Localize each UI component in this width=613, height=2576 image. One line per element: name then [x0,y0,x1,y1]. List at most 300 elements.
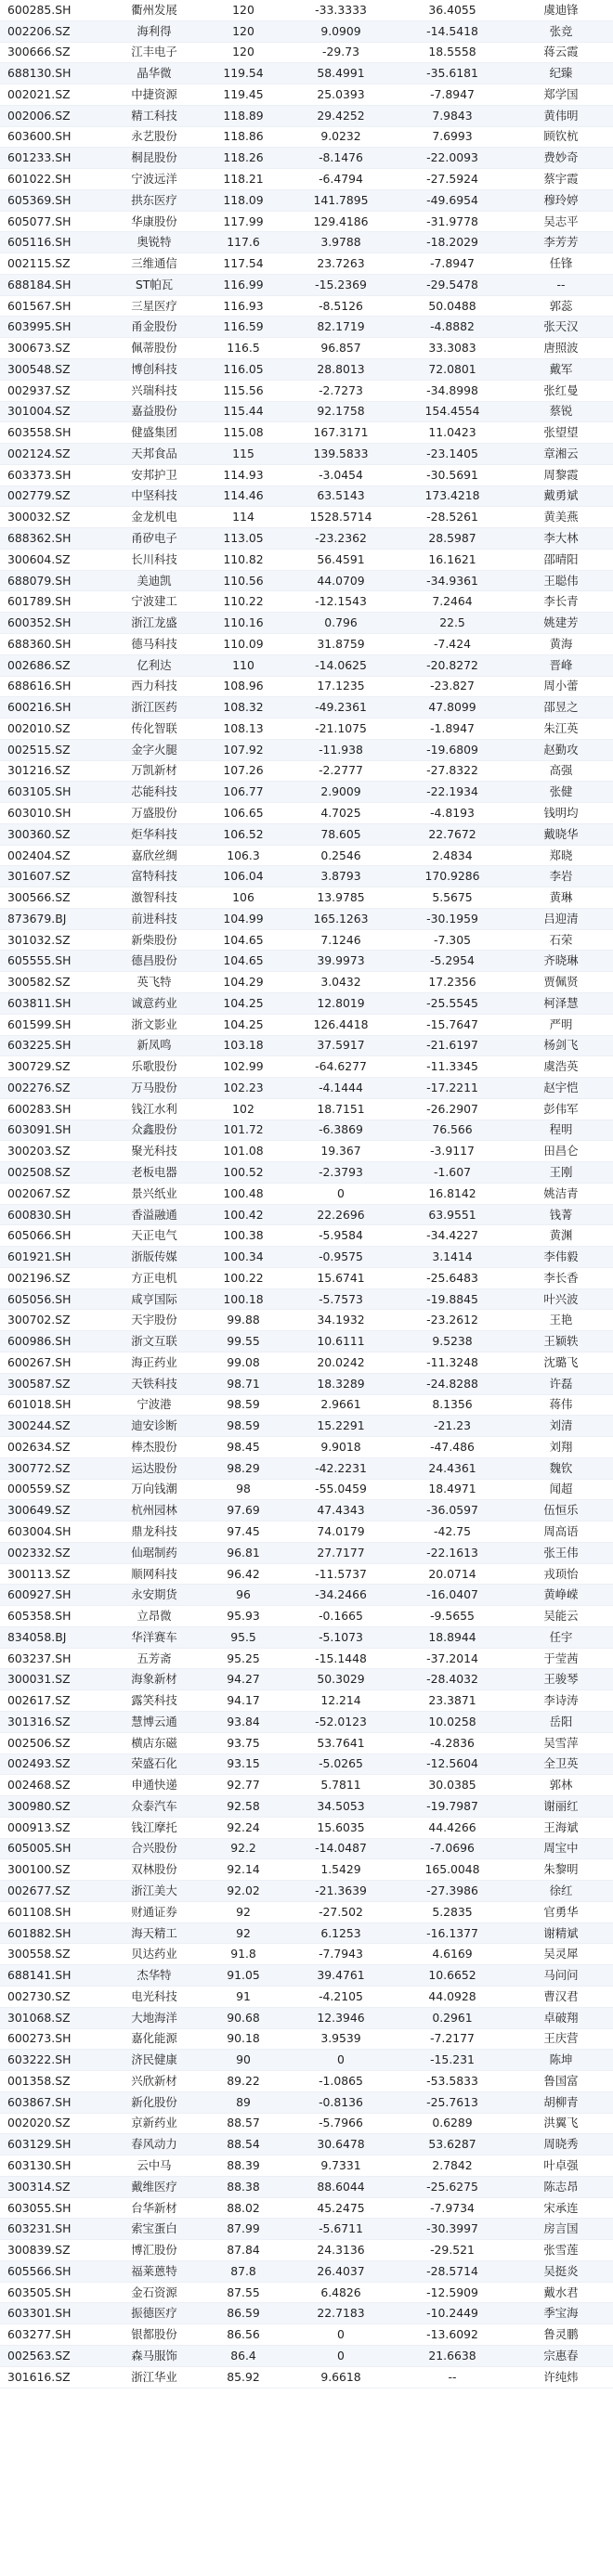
change-pct-2-cell: 63.9551 [396,1204,509,1225]
stock-name-cell: 永艺股份 [108,126,201,148]
manager-name-cell: 吴灵犀 [509,1944,613,1965]
change-pct-2-cell: -28.4032 [396,1669,509,1690]
stock-code-cell: 002563.SZ [0,2345,108,2366]
manager-name-cell: 蒋云霞 [509,42,613,63]
change-pct-2-cell: -14.5418 [396,20,509,42]
table-row [0,444,613,465]
stock-code-cell: 002779.SZ [0,485,108,507]
stock-code-cell: 601921.SH [0,1247,108,1268]
stock-name-cell: 仙琚制药 [108,1542,201,1563]
table-row [0,1901,613,1922]
stock-code-cell: 600927.SH [0,1585,108,1606]
change-pct-2-cell: -24.8288 [396,1373,509,1394]
manager-name-cell: 戴勇斌 [509,485,613,507]
stock-code-cell: 300558.SZ [0,1944,108,1965]
change-pct-1-cell: 6.1253 [286,1922,396,1944]
manager-name-cell: 谢精斌 [509,1922,613,1944]
price-cell: 108.13 [201,718,286,740]
price-cell: 120 [201,20,286,42]
price-cell: 88.57 [201,2113,286,2134]
change-pct-1-cell: 5.7811 [286,1775,396,1796]
price-cell: 106.3 [201,845,286,866]
manager-name-cell: 齐晓琳 [509,951,613,972]
stock-code-cell: 002493.SZ [0,1754,108,1775]
manager-name-cell: 郭蕊 [509,295,613,317]
change-pct-1-cell: 126.4418 [286,1014,396,1035]
change-pct-1-cell: -1.0865 [286,2071,396,2092]
price-cell: 110.16 [201,613,286,634]
change-pct-2-cell: -23.2612 [396,1310,509,1331]
stock-name-cell: 安邦护卫 [108,464,201,485]
stock-code-cell: 688362.SH [0,528,108,550]
price-cell: 98.59 [201,1416,286,1437]
change-pct-2-cell: 10.0258 [396,1712,509,1733]
change-pct-2-cell: 0.2961 [396,2007,509,2028]
stock-name-cell: 慧博云通 [108,1712,201,1733]
table-row [0,189,613,211]
change-pct-2-cell: 22.5 [396,613,509,634]
stock-name-cell: 新柴股份 [108,929,201,951]
price-cell: 95.93 [201,1606,286,1627]
price-cell: 118.89 [201,105,286,126]
table-row [0,1648,613,1669]
stock-name-cell: 申通快递 [108,1775,201,1796]
price-cell: 107.26 [201,760,286,782]
stock-code-cell: 002506.SZ [0,1732,108,1754]
price-cell: 90.68 [201,2007,286,2028]
stock-code-cell: 873679.BJ [0,908,108,929]
change-pct-2-cell: -53.5833 [396,2071,509,2092]
stock-code-cell: 000559.SZ [0,1479,108,1500]
stock-code-cell: 600986.SH [0,1331,108,1353]
manager-name-cell: 赵勤攻 [509,739,613,760]
manager-name-cell: 房言国 [509,2219,613,2240]
price-cell: 110.09 [201,633,286,654]
table-row [0,1965,613,1987]
stock-name-cell: 天正电气 [108,1225,201,1247]
manager-name-cell: 全卫英 [509,1754,613,1775]
stock-code-cell: 601022.SH [0,169,108,190]
change-pct-1-cell: 22.7183 [286,2303,396,2324]
change-pct-2-cell: 5.2835 [396,1901,509,1922]
change-pct-2-cell: -28.5714 [396,2260,509,2282]
manager-name-cell: 王聪伟 [509,570,613,591]
table-row [0,1585,613,1606]
change-pct-1-cell: 9.0909 [286,20,396,42]
table-row [0,359,613,381]
stock-code-cell: 688616.SH [0,676,108,697]
table-row [0,2260,613,2282]
price-cell: 116.99 [201,274,286,295]
stock-code-cell: 301068.SZ [0,2007,108,2028]
manager-name-cell: 岳阳 [509,1712,613,1733]
change-pct-1-cell: -2.3793 [286,1162,396,1184]
change-pct-1-cell: 6.4826 [286,2282,396,2303]
stock-name-cell: 浙江龙盛 [108,613,201,634]
change-pct-2-cell: 2.4834 [396,845,509,866]
change-pct-1-cell: 3.0432 [286,972,396,993]
manager-name-cell: 吴能云 [509,1606,613,1627]
manager-name-cell: 李诗涛 [509,1690,613,1712]
change-pct-2-cell: -21.6197 [396,1035,509,1056]
price-cell: 104.99 [201,908,286,929]
table-row [0,0,613,20]
stock-name-cell: 济民健康 [108,2050,201,2071]
change-pct-1-cell: 19.367 [286,1141,396,1162]
price-cell: 93.15 [201,1754,286,1775]
price-cell: 89 [201,2091,286,2113]
stock-name-cell: 佩蒂股份 [108,338,201,359]
change-pct-1-cell: 12.3946 [286,2007,396,2028]
change-pct-1-cell: 3.8793 [286,866,396,887]
stock-name-cell: 横店东磁 [108,1732,201,1754]
table-row [0,613,613,634]
change-pct-1-cell: 25.0393 [286,84,396,106]
price-cell: 101.08 [201,1141,286,1162]
change-pct-1-cell: 0 [286,2050,396,2071]
change-pct-1-cell: 18.3289 [286,1373,396,1394]
table-row [0,507,613,528]
stock-name-cell: 衢州发展 [108,0,201,20]
stock-name-cell: 方正电机 [108,1267,201,1288]
table-row [0,1056,613,1078]
change-pct-2-cell: 11.0423 [396,422,509,444]
table-row [0,1353,613,1374]
change-pct-2-cell: -36.0597 [396,1500,509,1521]
change-pct-2-cell: -22.1613 [396,1542,509,1563]
change-pct-2-cell: -27.8322 [396,760,509,782]
manager-name-cell: 石荣 [509,929,613,951]
stock-name-cell: 财通证券 [108,1901,201,1922]
change-pct-1-cell: 18.7151 [286,1098,396,1120]
stock-name-cell: 宁波远洋 [108,169,201,190]
change-pct-1-cell: -5.7573 [286,1288,396,1310]
stock-code-cell: 300587.SZ [0,1373,108,1394]
change-pct-2-cell: -3.9117 [396,1141,509,1162]
stock-name-cell: 众泰汽车 [108,1796,201,1818]
manager-name-cell: 叶卓强 [509,2155,613,2177]
table-row [0,1732,613,1754]
change-pct-2-cell: -21.23 [396,1416,509,1437]
change-pct-2-cell: -27.3986 [396,1881,509,1902]
change-pct-2-cell: 16.8142 [396,1183,509,1204]
table-row [0,1225,613,1247]
change-pct-1-cell: 53.7641 [286,1732,396,1754]
manager-name-cell: 戴晓华 [509,823,613,845]
stock-name-cell: 万向钱潮 [108,1479,201,1500]
change-pct-2-cell: -19.6809 [396,739,509,760]
table-row [0,676,613,697]
table-row [0,823,613,845]
manager-name-cell: 晋峰 [509,654,613,676]
price-cell: 108.96 [201,676,286,697]
change-pct-1-cell: -11.5737 [286,1563,396,1585]
stock-name-cell: 迪安诊断 [108,1416,201,1437]
stock-code-cell: 002617.SZ [0,1690,108,1712]
change-pct-2-cell: -29.5478 [396,274,509,295]
stock-name-cell: 前进科技 [108,908,201,929]
price-cell: 97.45 [201,1521,286,1543]
table-row [0,1986,613,2007]
stock-code-cell: 600273.SH [0,2028,108,2050]
stock-name-cell: 棒杰股份 [108,1437,201,1458]
table-row [0,1838,613,1859]
price-cell: 86.4 [201,2345,286,2366]
manager-name-cell: 戎顼怡 [509,1563,613,1585]
manager-name-cell: 张天汉 [509,317,613,338]
manager-name-cell: 鲁国富 [509,2071,613,2092]
stock-code-cell: 688360.SH [0,633,108,654]
stock-code-cell: 603004.SH [0,1521,108,1543]
price-cell: 102 [201,1098,286,1120]
manager-name-cell: 黄渊 [509,1225,613,1247]
change-pct-2-cell: -7.0696 [396,1838,509,1859]
table-row [0,338,613,359]
price-cell: 100.22 [201,1267,286,1288]
stock-name-cell: 钱江水利 [108,1098,201,1120]
stock-code-cell: 300772.SZ [0,1457,108,1479]
stock-code-cell: 002508.SZ [0,1162,108,1184]
price-cell: 92.2 [201,1838,286,1859]
price-cell: 85.92 [201,2366,286,2388]
change-pct-2-cell: -30.3997 [396,2219,509,2240]
stock-code-cell: 002010.SZ [0,718,108,740]
table-row [0,232,613,253]
table-row [0,1204,613,1225]
table-row [0,1162,613,1184]
price-cell: 92.58 [201,1796,286,1818]
table-row [0,2028,613,2050]
stock-code-cell: 603277.SH [0,2324,108,2346]
change-pct-2-cell: 76.566 [396,1120,509,1141]
table-row [0,1563,613,1585]
change-pct-2-cell: -22.0093 [396,148,509,169]
table-row [0,2282,613,2303]
stock-name-cell: 甬金股份 [108,317,201,338]
stock-name-cell: 浙江美大 [108,1881,201,1902]
table-row [0,1141,613,1162]
table-row [0,274,613,295]
price-cell: 87.8 [201,2260,286,2282]
table-row [0,1606,613,1627]
price-cell: 96.42 [201,1563,286,1585]
change-pct-1-cell: 24.3136 [286,2240,396,2261]
table-row [0,1775,613,1796]
manager-name-cell: 黄峥嵘 [509,1585,613,1606]
change-pct-1-cell: 26.4037 [286,2260,396,2282]
stock-code-cell: 601233.SH [0,148,108,169]
stock-code-cell: 600216.SH [0,697,108,718]
change-pct-2-cell: 10.6652 [396,1965,509,1987]
table-row [0,908,613,929]
change-pct-2-cell: 16.1621 [396,549,509,570]
change-pct-2-cell: 173.4218 [396,485,509,507]
stock-name-cell: 金石资源 [108,2282,201,2303]
stock-code-cell: 603867.SH [0,2091,108,2113]
stock-code-cell: 605116.SH [0,232,108,253]
price-cell: 104.29 [201,972,286,993]
table-row [0,1521,613,1543]
change-pct-1-cell: 0.796 [286,613,396,634]
price-cell: 115.56 [201,380,286,401]
price-cell: 116.93 [201,295,286,317]
price-cell: 101.72 [201,1120,286,1141]
change-pct-2-cell: -25.7613 [396,2091,509,2113]
stock-code-cell: 688184.SH [0,274,108,295]
table-row [0,972,613,993]
manager-name-cell: 洪翼飞 [509,2113,613,2134]
stock-name-cell: 兴欣新材 [108,2071,201,2092]
manager-name-cell: 朱黎明 [509,1859,613,1881]
manager-name-cell: 任宇 [509,1626,613,1648]
price-cell: 99.55 [201,1331,286,1353]
price-cell: 110.82 [201,549,286,570]
table-row [0,464,613,485]
change-pct-1-cell: 15.6035 [286,1817,396,1838]
price-cell: 108.32 [201,697,286,718]
change-pct-1-cell: 31.8759 [286,633,396,654]
table-row [0,1183,613,1204]
manager-name-cell: 蒋伟 [509,1394,613,1416]
change-pct-2-cell: -25.6483 [396,1267,509,1288]
table-row [0,1098,613,1120]
change-pct-2-cell: -5.2954 [396,951,509,972]
manager-name-cell: 周小蕾 [509,676,613,697]
change-pct-2-cell: -10.2449 [396,2303,509,2324]
change-pct-1-cell: -15.1448 [286,1648,396,1669]
stock-code-cell: 002124.SZ [0,444,108,465]
manager-name-cell: 朱江英 [509,718,613,740]
price-cell: 107.92 [201,739,286,760]
change-pct-1-cell: 9.6618 [286,2366,396,2388]
price-cell: 106 [201,887,286,909]
price-cell: 86.59 [201,2303,286,2324]
table-row [0,549,613,570]
manager-name-cell: 姚洁青 [509,1183,613,1204]
stock-name-cell: 博汇股份 [108,2240,201,2261]
stock-name-cell: 博创科技 [108,359,201,381]
stock-name-cell: 华康股份 [108,211,201,232]
stock-code-cell: 601599.SH [0,1014,108,1035]
change-pct-1-cell: -64.6277 [286,1056,396,1078]
stock-code-cell: 603558.SH [0,422,108,444]
stock-name-cell: 金龙机电 [108,507,201,528]
table-row [0,317,613,338]
change-pct-1-cell: 139.5833 [286,444,396,465]
change-pct-1-cell: 47.4343 [286,1500,396,1521]
stock-name-cell: 海天精工 [108,1922,201,1944]
stock-name-cell: 荣盛石化 [108,1754,201,1775]
manager-name-cell: 戴水君 [509,2282,613,2303]
table-row [0,42,613,63]
stock-name-cell: 五芳斋 [108,1648,201,1669]
table-row [0,2113,613,2134]
table-row [0,760,613,782]
change-pct-2-cell: -37.2014 [396,1648,509,1669]
stock-name-cell: 电光科技 [108,1986,201,2007]
price-cell: 117.99 [201,211,286,232]
stock-code-cell: 603010.SH [0,803,108,824]
manager-name-cell: 钱菁 [509,1204,613,1225]
stock-code-cell: 001358.SZ [0,2071,108,2092]
price-cell: 100.42 [201,1204,286,1225]
stock-name-cell: 嘉欣丝绸 [108,845,201,866]
table-row [0,211,613,232]
stock-code-cell: 605056.SH [0,1288,108,1310]
manager-name-cell: 姚建芳 [509,613,613,634]
table-row [0,1944,613,1965]
stock-name-cell: 海利得 [108,20,201,42]
stock-name-cell: 炬华科技 [108,823,201,845]
table-row [0,1796,613,1818]
manager-name-cell: 黄海 [509,633,613,654]
change-pct-1-cell: 7.1246 [286,929,396,951]
stock-name-cell: 宁波建工 [108,591,201,613]
manager-name-cell: 张雪莲 [509,2240,613,2261]
table-row [0,1690,613,1712]
stock-name-cell: 宁波港 [108,1394,201,1416]
stock-code-cell: 300980.SZ [0,1796,108,1818]
table-row [0,2240,613,2261]
stock-name-cell: 合兴股份 [108,1838,201,1859]
manager-name-cell: 刘清 [509,1416,613,1437]
change-pct-2-cell: -34.4227 [396,1225,509,1247]
stock-name-cell: 长川科技 [108,549,201,570]
change-pct-1-cell: -21.3639 [286,1881,396,1902]
stock-code-cell: 300729.SZ [0,1056,108,1078]
stock-code-cell: 300566.SZ [0,887,108,909]
change-pct-2-cell: -27.5924 [396,169,509,190]
change-pct-2-cell: 2.7842 [396,2155,509,2177]
price-cell: 114.93 [201,464,286,485]
manager-name-cell: 黄伟明 [509,105,613,126]
stock-code-cell: 605566.SH [0,2260,108,2282]
price-cell: 110.22 [201,591,286,613]
price-cell: 89.22 [201,2071,286,2092]
stock-name-cell: 聚光科技 [108,1141,201,1162]
table-row [0,2091,613,2113]
price-cell: 100.38 [201,1225,286,1247]
change-pct-1-cell: 2.9009 [286,782,396,803]
change-pct-1-cell: 1.5429 [286,1859,396,1881]
price-cell: 118.21 [201,169,286,190]
stock-code-cell: 002634.SZ [0,1437,108,1458]
price-cell: 106.77 [201,782,286,803]
change-pct-2-cell: -7.8947 [396,84,509,106]
manager-name-cell: 田昌仑 [509,1141,613,1162]
manager-name-cell: 闻超 [509,1479,613,1500]
stock-name-cell: 新化股份 [108,2091,201,2113]
stock-name-cell: 芯能科技 [108,782,201,803]
change-pct-1-cell: -27.502 [286,1901,396,1922]
stock-name-cell: 大地海洋 [108,2007,201,2028]
change-pct-1-cell: 9.7331 [286,2155,396,2177]
table-row [0,1394,613,1416]
change-pct-1-cell: 3.9788 [286,232,396,253]
stock-code-cell: 603373.SH [0,464,108,485]
stock-code-cell: 002067.SZ [0,1183,108,1204]
change-pct-2-cell: 3.1414 [396,1247,509,1268]
stock-code-cell: 300582.SZ [0,972,108,993]
table-row [0,718,613,740]
manager-name-cell: 虞迪锋 [509,0,613,20]
stock-code-cell: 301216.SZ [0,760,108,782]
stock-name-cell: 鼎龙科技 [108,1521,201,1543]
change-pct-2-cell: -35.6181 [396,63,509,84]
stock-name-cell: 拱东医疗 [108,189,201,211]
price-cell: 114.46 [201,485,286,507]
manager-name-cell: 曹汉君 [509,1986,613,2007]
